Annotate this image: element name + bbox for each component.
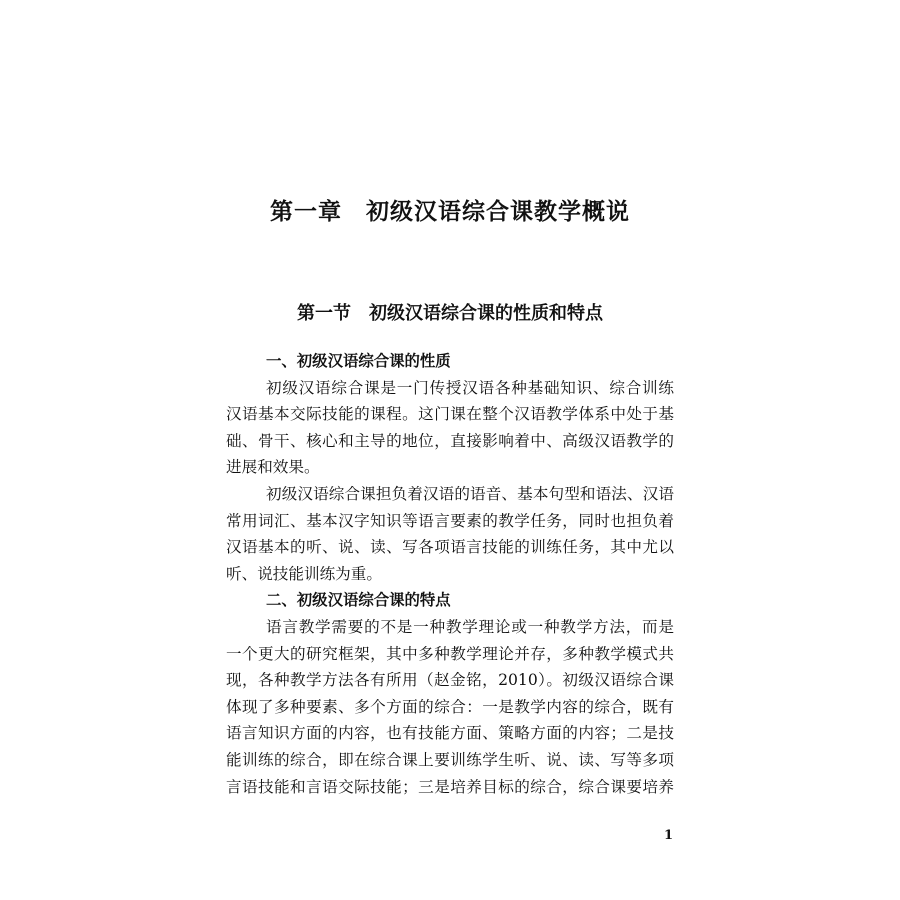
- text-line: 常用词汇、基本汉字知识等语言要素的教学任务，同时也担负着: [226, 511, 674, 530]
- text-line: 初级汉语综合课担负着汉语的语音、基本句型和语法、汉语: [266, 484, 674, 503]
- chapter-title: 第一章 初级汉语综合课教学概说: [270, 199, 630, 225]
- section-title: 第一节 初级汉语综合课的性质和特点: [297, 303, 603, 324]
- text-line: 现，各种教学方法各有所用（赵金铭，2010）。初级汉语综合课: [226, 671, 674, 690]
- text-line: 进展和效果。: [226, 458, 320, 477]
- text-line: 初级汉语综合课是一门传授汉语各种基础知识、综合训练: [266, 378, 674, 397]
- text-line: 汉语基本的听、说、读、写各项语言技能的训练任务，其中尤以: [226, 538, 674, 557]
- subsection-heading: 二、初级汉语综合课的特点: [266, 591, 451, 610]
- text-line: 体现了多种要素、多个方面的综合：一是教学内容的综合，既有: [226, 697, 674, 716]
- text-line: 语言教学需要的不是一种教学理论或一种教学方法，而是: [266, 617, 674, 636]
- text-line: 础、骨干、核心和主导的地位，直接影响着中、高级汉语教学的: [226, 431, 674, 450]
- text-line: 语言知识方面的内容，也有技能方面、策略方面的内容；二是技: [226, 724, 674, 743]
- text-line: 能训练的综合，即在综合课上要训练学生听、说、读、写等多项: [226, 750, 674, 769]
- text-line: 一个更大的研究框架，其中多种教学理论并存，多种教学模式共: [226, 644, 674, 663]
- subsection-heading: 一、初级汉语综合课的性质: [266, 352, 451, 370]
- text-line: 汉语基本交际技能的课程。这门课在整个汉语教学体系中处于基: [226, 405, 674, 424]
- body-text: [226, 348, 674, 800]
- page-number: 1: [664, 828, 674, 843]
- text-line: 言语技能和言语交际技能；三是培养目标的综合，综合课要培养: [226, 777, 674, 796]
- text-line: 听、说技能训练为重。: [226, 564, 382, 583]
